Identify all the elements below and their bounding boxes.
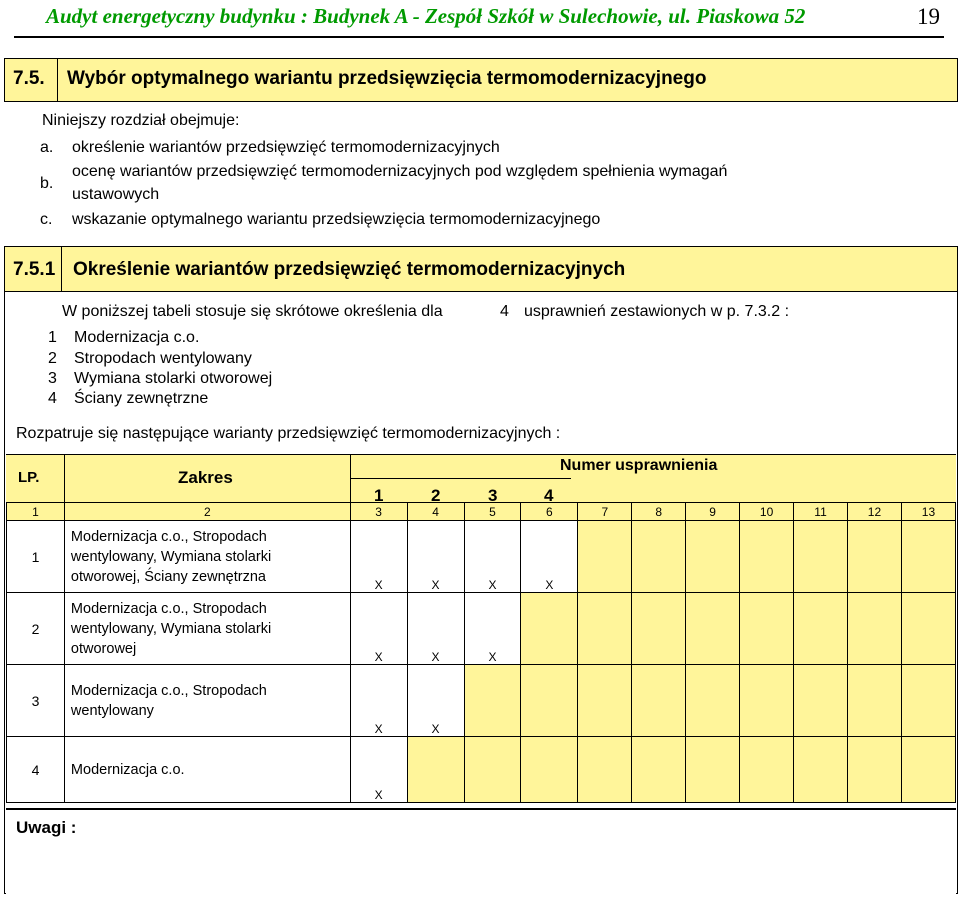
empty-cell xyxy=(794,593,848,665)
variants-intro: Rozpatruje się następujące warianty przedsięwzięć termomodernizacyjnych : xyxy=(16,425,561,442)
scope-line: Modernizacja c.o. xyxy=(70,761,185,778)
mark-cell: X xyxy=(407,593,464,665)
scope-line: Modernizacja c.o., Stropodach xyxy=(70,682,267,699)
empty-cell xyxy=(632,665,686,737)
col-index: 10 xyxy=(740,503,794,521)
empty-cell xyxy=(464,665,521,737)
page-header xyxy=(14,2,944,34)
scope-line: wentylowany, Wymiana stolarki xyxy=(70,548,272,565)
empty-cell xyxy=(578,521,632,593)
variants-table xyxy=(6,502,956,803)
page-number: 19 xyxy=(917,4,940,29)
subsection-number: 7.5.1 xyxy=(13,259,56,280)
mark-cell: X xyxy=(350,665,407,737)
empty-cell xyxy=(521,665,578,737)
empty-cell xyxy=(686,737,740,803)
abbrev-count: 4 xyxy=(500,303,509,320)
item-b-letter: b. xyxy=(40,175,54,192)
scope-line: otworowej xyxy=(70,640,137,657)
empty-cell xyxy=(632,593,686,665)
empty-cell xyxy=(794,521,848,593)
table-row xyxy=(7,665,956,737)
empty-cell xyxy=(686,665,740,737)
numer-header: Numer usprawnienia xyxy=(560,457,718,474)
col-index: 11 xyxy=(794,503,848,521)
col-index: 13 xyxy=(901,503,955,521)
table-row xyxy=(7,521,956,593)
empty-cell xyxy=(740,737,794,803)
empty-cell xyxy=(847,521,901,593)
empty-cell xyxy=(794,737,848,803)
empty-cell xyxy=(901,521,955,593)
item-b-text-cont: ustawowych xyxy=(72,186,160,203)
mark-cell: X xyxy=(521,521,578,593)
empty-cell xyxy=(521,737,578,803)
table-header-divider-1 xyxy=(64,454,65,502)
table-row xyxy=(7,593,956,665)
improvement-3-number: 3 xyxy=(48,370,57,387)
abbrev-suffix: usprawnień zestawionych w p. 7.3.2 : xyxy=(524,303,790,320)
item-c-letter: c. xyxy=(40,211,53,228)
numer-1: 1 xyxy=(374,486,384,505)
empty-cell xyxy=(686,521,740,593)
scope-line: otworowej, Ściany zewnętrzna xyxy=(70,568,266,585)
subsection-title: Określenie wariantów przedsięwzięć termomodernizacyjnych xyxy=(73,259,626,280)
section-title: Wybór optymalnego wariantu przedsięwzięcia termomodernizacyjnego xyxy=(67,68,707,89)
empty-cell xyxy=(578,593,632,665)
improvement-2-number: 2 xyxy=(48,350,57,367)
row-scope xyxy=(64,593,350,665)
row-lp: 2 xyxy=(7,593,65,665)
col-index: 5 xyxy=(464,503,521,521)
section-bar-separator xyxy=(57,59,58,101)
empty-cell xyxy=(632,737,686,803)
improvement-2-label: Stropodach wentylowany xyxy=(74,350,252,367)
mark-cell: X xyxy=(350,737,407,803)
col-index: 3 xyxy=(350,503,407,521)
item-c-text: wskazanie optymalnego wariantu przedsięwzięcia termomodernizacyjnego xyxy=(72,211,601,228)
intro-text: Niniejszy rozdział obejmuje: xyxy=(42,112,240,129)
subsection-bar-separator xyxy=(61,247,62,291)
improvement-4-number: 4 xyxy=(48,390,57,407)
empty-cell xyxy=(847,593,901,665)
scope-line: Modernizacja c.o., Stropodach xyxy=(70,600,267,617)
empty-cell xyxy=(578,665,632,737)
empty-cell xyxy=(847,665,901,737)
col-index: 7 xyxy=(578,503,632,521)
numer-4: 4 xyxy=(544,486,554,505)
abbrev-prefix: W poniższej tabeli stosuje się skrótowe określenia dla xyxy=(62,303,443,320)
improvement-1-number: 1 xyxy=(48,329,57,346)
mark-cell: X xyxy=(350,593,407,665)
empty-cell xyxy=(901,737,955,803)
scope-line: wentylowany, Wymiana stolarki xyxy=(70,620,272,637)
row-lp: 3 xyxy=(7,665,65,737)
numer-3: 3 xyxy=(488,486,498,505)
empty-cell xyxy=(464,737,521,803)
mark-cell: X xyxy=(407,665,464,737)
remarks-label: Uwagi : xyxy=(16,818,77,837)
empty-cell xyxy=(740,593,794,665)
numer-2: 2 xyxy=(431,486,441,505)
col-index: 8 xyxy=(632,503,686,521)
empty-cell xyxy=(740,521,794,593)
lp-header: LP. xyxy=(18,469,40,486)
col-index: 1 xyxy=(7,503,65,521)
section-bar xyxy=(4,58,958,102)
table-row xyxy=(7,737,956,803)
col-index: 9 xyxy=(686,503,740,521)
scope-line: wentylowany xyxy=(70,702,154,719)
empty-cell xyxy=(901,665,955,737)
empty-cell xyxy=(740,665,794,737)
col-index: 4 xyxy=(407,503,464,521)
empty-cell xyxy=(794,665,848,737)
col-index: 6 xyxy=(521,503,578,521)
item-b-text: ocenę wariantów przedsięwzięć termomodernizacyjnych pod względem spełnienia wymagań xyxy=(72,163,728,180)
row-lp: 1 xyxy=(7,521,65,593)
column-index-row xyxy=(7,503,956,521)
col-index: 2 xyxy=(64,503,350,521)
remarks-area xyxy=(6,808,956,894)
improvement-4-label: Ściany zewnętrzne xyxy=(74,390,209,407)
row-scope xyxy=(64,665,350,737)
empty-cell xyxy=(901,593,955,665)
table-header-subrule xyxy=(351,478,571,479)
empty-cell xyxy=(578,737,632,803)
header-rule xyxy=(14,36,944,38)
empty-cell xyxy=(632,521,686,593)
empty-cell xyxy=(847,737,901,803)
empty-cell xyxy=(407,737,464,803)
col-index: 12 xyxy=(847,503,901,521)
item-a-letter: a. xyxy=(40,139,54,156)
mark-cell: X xyxy=(350,521,407,593)
row-scope xyxy=(64,521,350,593)
empty-cell xyxy=(686,593,740,665)
mark-cell: X xyxy=(407,521,464,593)
mark-cell: X xyxy=(464,593,521,665)
scope-line: Modernizacja c.o., Stropodach xyxy=(70,528,267,545)
row-lp: 4 xyxy=(7,737,65,803)
mark-cell: X xyxy=(464,521,521,593)
row-scope xyxy=(64,737,350,803)
section-number: 7.5. xyxy=(13,68,45,89)
improvement-1-label: Modernizacja c.o. xyxy=(74,329,200,346)
scope-header: Zakres xyxy=(178,468,233,487)
subsection-bar xyxy=(4,246,958,292)
improvement-3-label: Wymiana stolarki otworowej xyxy=(74,370,273,387)
header-title: Audyt energetyczny budynku : Budynek A - Zespół Szkół w Sulechowie, ul. Piaskowa 52 xyxy=(46,4,806,28)
empty-cell xyxy=(521,593,578,665)
item-a-text: określenie wariantów przedsięwzięć termomodernizacyjnych xyxy=(72,139,500,156)
